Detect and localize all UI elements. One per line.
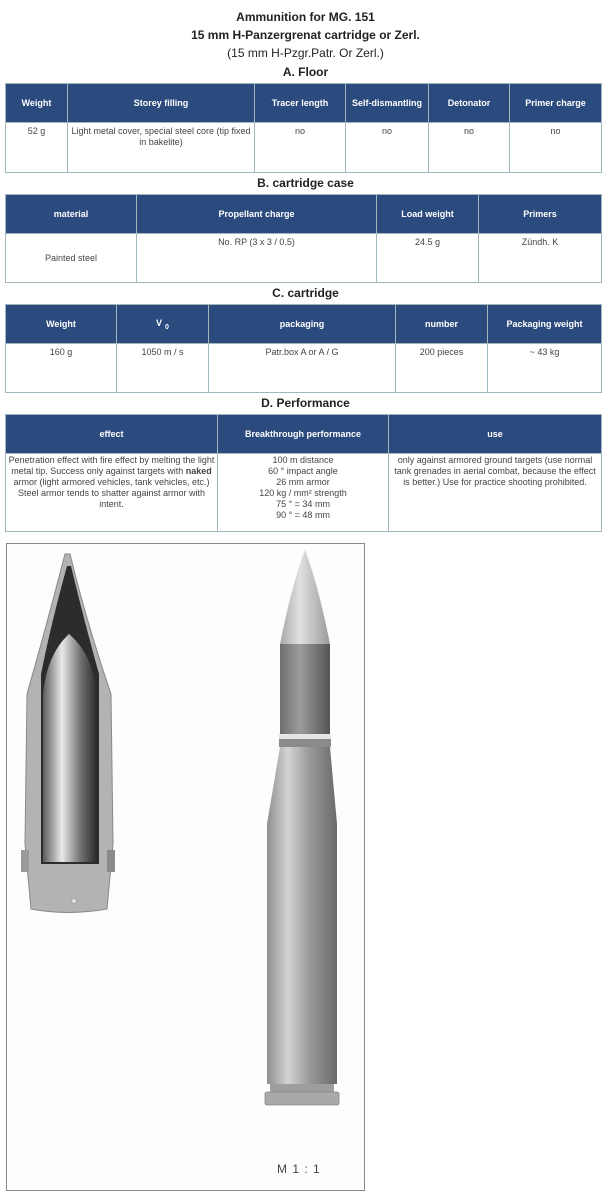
effect-text-2: armor (light armored vehicles, tank vehicles, etc.) Steel armor tends to shatter against armor with intent. [13,477,210,509]
cell-primers: Zündh. K [479,234,602,283]
cell-primer-charge: no [510,123,602,173]
cell-tracer-length: no [255,123,346,173]
section-a-title: A. Floor [282,65,329,79]
perf-line: 120 kg / mm² strength [259,488,347,498]
cell-packaging-weight: ~ 43 kg [488,344,602,393]
perf-line: 90 ° = 48 mm [276,510,330,520]
section-d-title: D. Performance [261,396,350,410]
table-row [6,123,602,173]
table-cartridge-case [5,194,602,283]
section-c-title: C. cartridge [272,286,339,300]
col-effect: effect [6,415,218,454]
cartridge-illustration [7,544,364,1190]
col-detonator: Detonator [429,84,510,123]
cell-packaging: Patr.box A or A / G [209,344,396,393]
col-weight: Weight [6,305,117,344]
cell-use: only against armored ground targets (use normal tank grenades in aerial combat, because the effect is better.) Use for practice shooting prohibited. [389,454,602,532]
col-v0 [117,305,209,344]
section-b-title: B. cartridge case [257,176,354,190]
cell-breakthrough-performance [218,454,389,532]
col-weight: Weight [6,84,68,123]
cutaway-projectile [21,554,115,913]
doc-subtitle: 15 mm H-Panzergrenat cartridge or Zerl. [191,28,420,42]
table-cartridge [5,304,602,393]
cell-effect [6,454,218,532]
cartridge-photo [6,543,365,1191]
table-row [6,454,602,532]
perf-line: 60 ° impact angle [268,466,338,476]
col-storey-filling: Storey filling [68,84,255,123]
doc-subtitle-abbrev: (15 mm H-Pzgr.Patr. Or Zerl.) [227,46,384,60]
scale-label: M 1 : 1 [277,1162,321,1176]
table-performance [5,414,602,532]
col-number: number [396,305,488,344]
effect-emphasis: naked [185,466,212,476]
doc-title: Ammunition for MG. 151 [236,10,375,24]
col-use: use [389,415,602,454]
col-tracer-length: Tracer length [255,84,346,123]
col-load-weight: Load weight [377,195,479,234]
cell-detonator: no [429,123,510,173]
cell-number: 200 pieces [396,344,488,393]
full-cartridge [265,550,339,1105]
col-primer-charge: Primer charge [510,84,602,123]
col-packaging-weight: Packaging weight [488,305,602,344]
col-packaging: packaging [209,305,396,344]
cell-self-dismantling: no [346,123,429,173]
cell-weight: 52 g [6,123,68,173]
perf-line: 26 mm armor [276,477,330,487]
col-primers: Primers [479,195,602,234]
cell-weight: 160 g [6,344,117,393]
cell-v0: 1050 m / s [117,344,209,393]
cell-load-weight: 24.5 g [377,234,479,283]
perf-line: 100 m distance [272,455,334,465]
cell-material: Painted steel [6,234,137,283]
col-propellant-charge: Propellant charge [137,195,377,234]
cell-propellant-charge: No. RP (3 x 3 / 0.5) [137,234,377,283]
perf-line: 75 ° = 34 mm [276,499,330,509]
col-self-dismantling: Self-dismantling [346,84,429,123]
col-breakthrough-performance: Breakthrough performance [218,415,389,454]
table-row [6,344,602,393]
table-floor [5,83,602,173]
effect-text-1: Penetration effect with fire effect by melting the light metal tip. Success only against targets with [8,455,215,476]
v-label: V [156,318,163,328]
col-material: material [6,195,137,234]
v-subscript: 0 [165,324,169,331]
table-row [6,234,602,283]
cell-storey-filling: Light metal cover, special steel core (tip fixed in bakelite) [68,123,255,173]
